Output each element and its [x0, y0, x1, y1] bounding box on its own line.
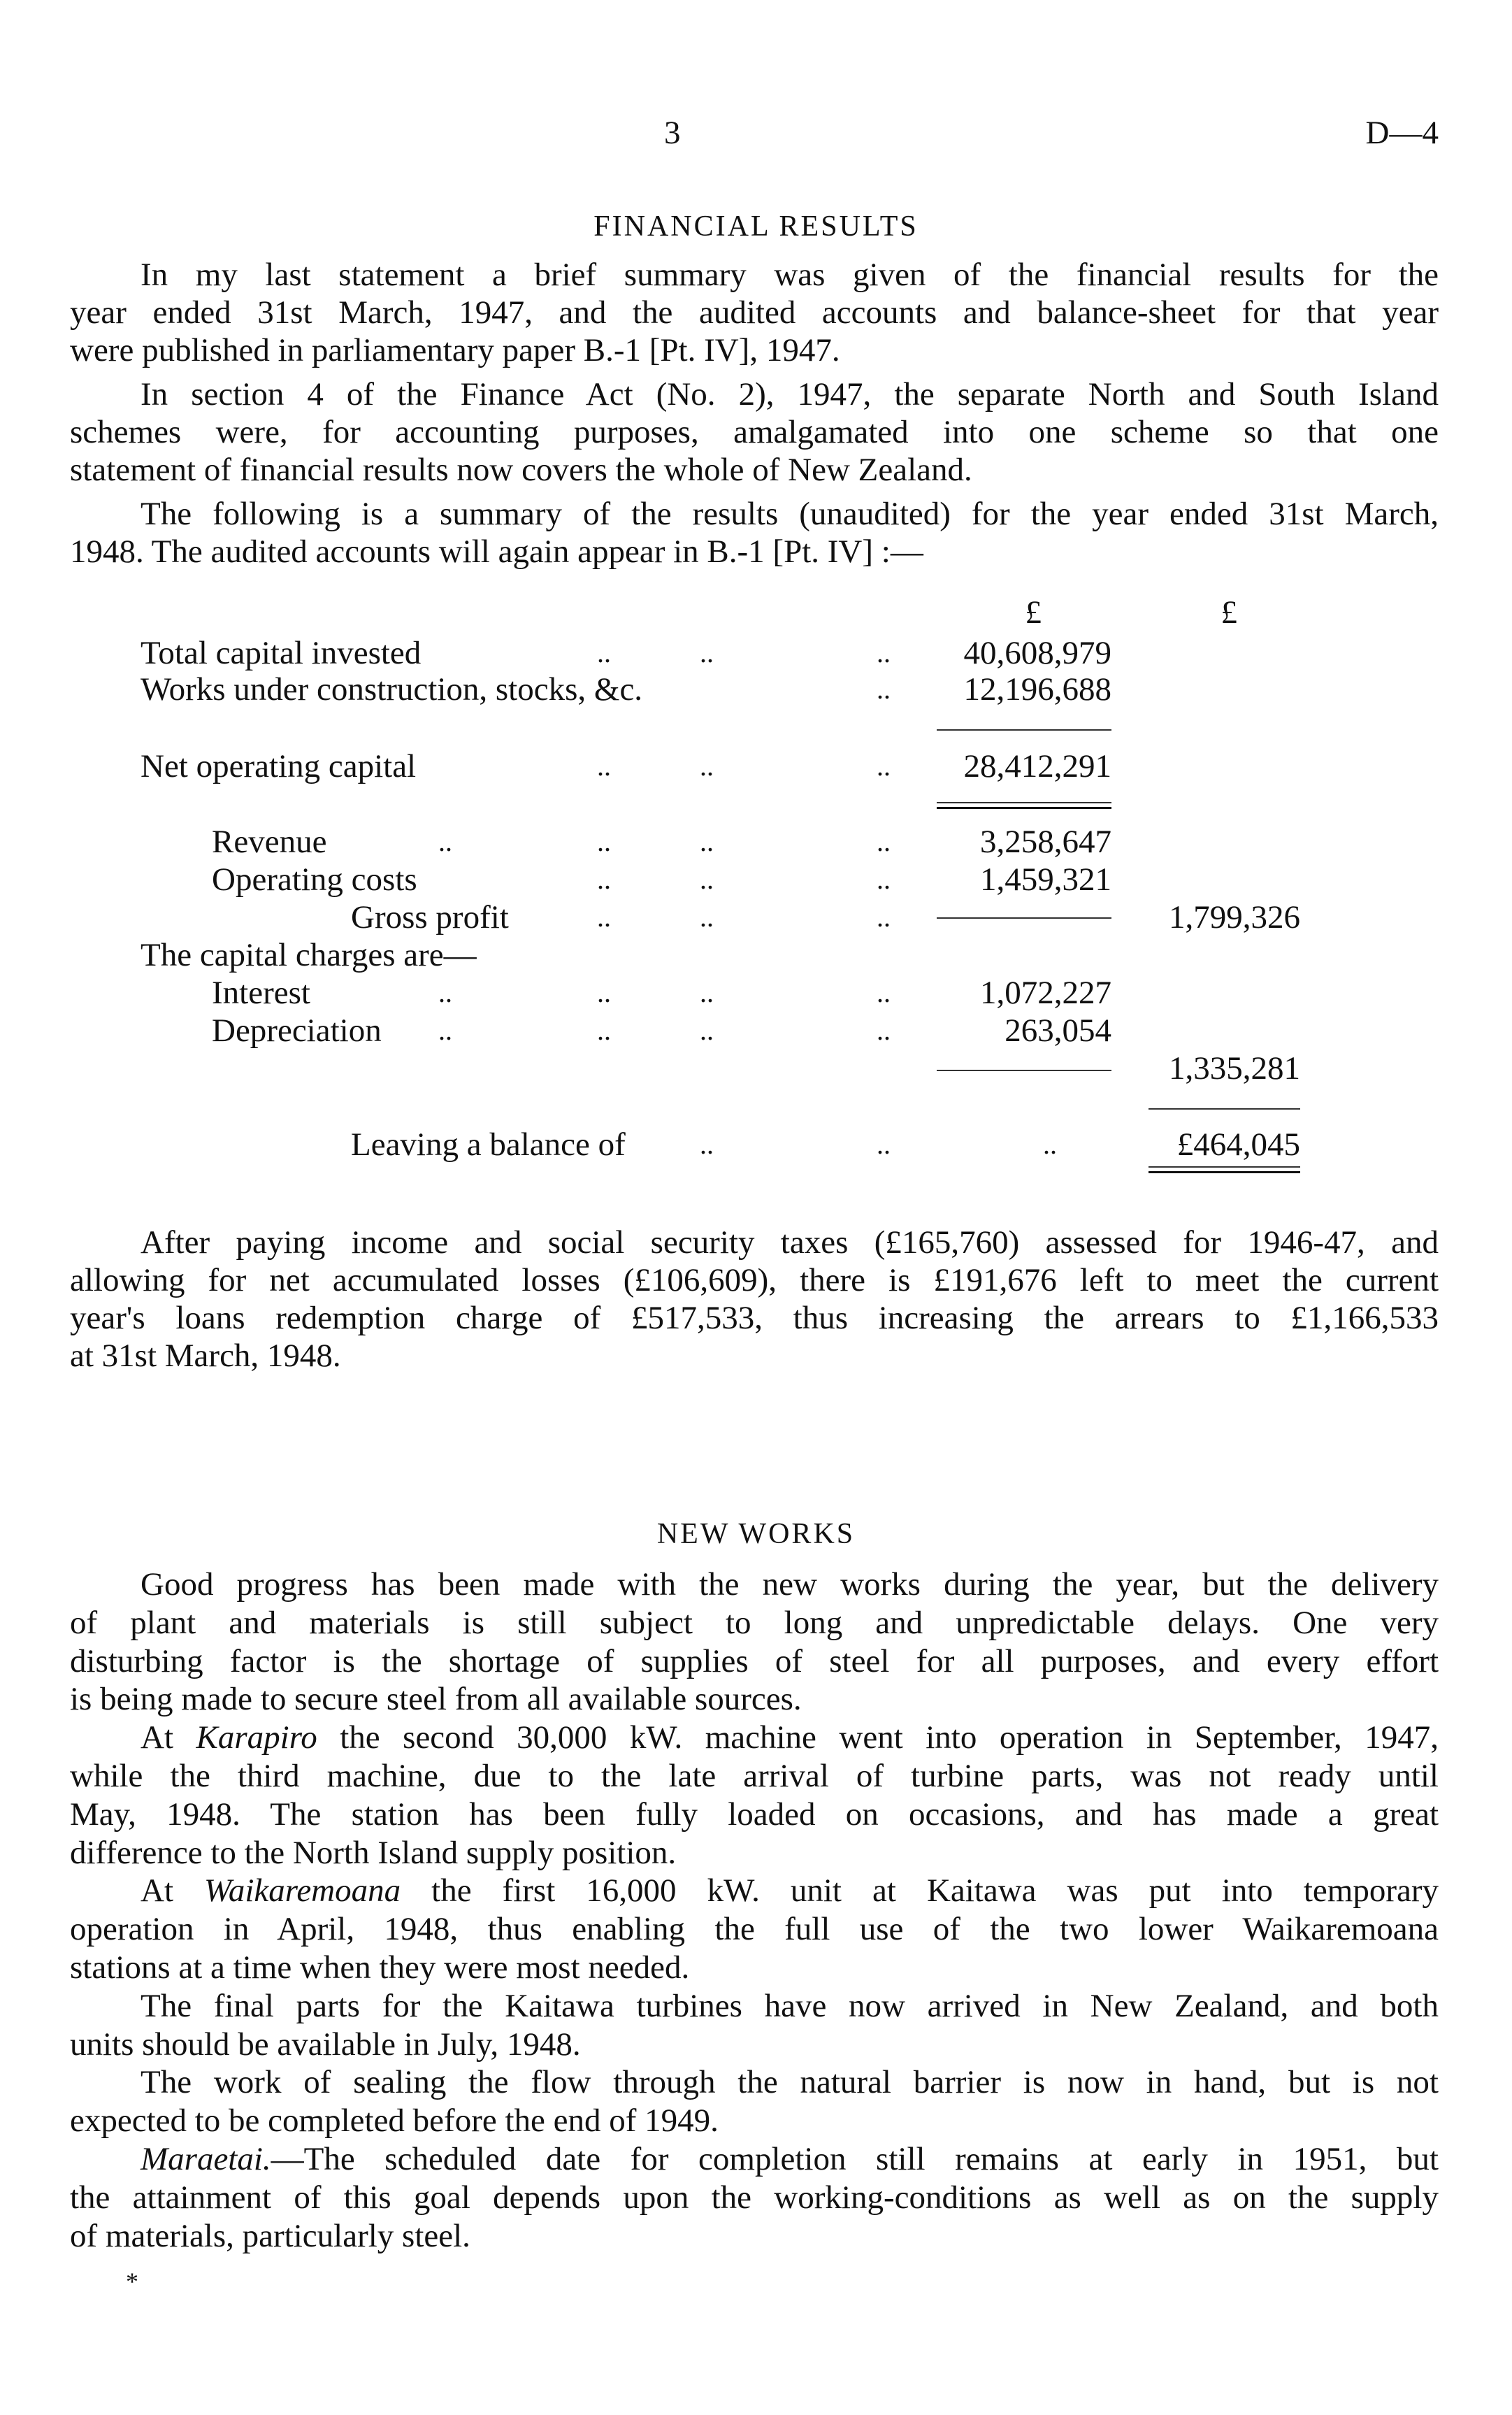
- row-label: Gross profit: [351, 899, 509, 936]
- value-col1: 28,412,291: [963, 748, 1111, 784]
- value-col1: 12,196,688: [963, 671, 1111, 708]
- leader-dots: ..: [700, 826, 714, 857]
- paragraph-line: is being made to secure steel from all available sources.: [70, 1681, 802, 1717]
- value-col1: 263,054: [1005, 1012, 1111, 1049]
- paragraph-line: stations at a time when they were most needed.: [70, 1949, 690, 1986]
- leader-dots: ..: [877, 637, 891, 668]
- leader-dots: ..: [597, 637, 611, 668]
- line-text: the first 16,000 kW. unit at Kaitawa was put into temporary: [401, 1872, 1439, 1909]
- paragraph-line: [141, 1719, 1439, 1756]
- row-label: Interest: [212, 975, 310, 1011]
- paragraph-line: of plant and materials is still subject to long and unpredictable delays. One very: [70, 1605, 1439, 1641]
- paragraph-line: 1948. The audited accounts will again appear in B.-1 [Pt. IV] :—: [70, 533, 923, 570]
- row-label: The capital charges are—: [141, 937, 477, 973]
- paragraph-line: In section 4 of the Finance Act (No. 2), 1947, the separate North and South Island: [141, 376, 1439, 413]
- paragraph-line: The following is a summary of the results (unaudited) for the year ended 31st March,: [141, 496, 1439, 532]
- section-title-new-works: NEW WORKS: [656, 1518, 856, 1550]
- leader-dots: ..: [877, 1128, 891, 1160]
- value-col1: 3,258,647: [980, 824, 1111, 860]
- leader-dots: ..: [700, 637, 714, 668]
- paragraph-line: while the third machine, due to the late arrival of turbine parts, was not ready until: [70, 1758, 1439, 1794]
- paragraph-line: year's loans redemption charge of £517,533, thus increasing the arrears to £1,166,533: [70, 1300, 1439, 1336]
- double-rule: [1149, 1166, 1300, 1173]
- paragraph-line: the attainment of this goal depends upon the working-conditions as well as on the supply: [70, 2179, 1439, 2216]
- leader-dots: ..: [597, 901, 611, 933]
- leader-dots: ..: [438, 826, 452, 857]
- value-col2: £464,045: [1176, 1126, 1300, 1163]
- leader-dots: ..: [877, 673, 891, 705]
- paragraph-line: disturbing factor is the shortage of supplies of steel for all purposes, and every effort: [70, 1643, 1439, 1679]
- page-number: 3: [664, 115, 681, 151]
- row-label: Operating costs: [212, 861, 417, 898]
- paragraph-line: at 31st March, 1948.: [70, 1338, 341, 1374]
- subtotal-rule: [937, 1070, 1111, 1071]
- leader-dots: ..: [597, 826, 611, 857]
- paragraph-line: of materials, particularly steel.: [70, 2218, 470, 2254]
- leader-dots: ..: [597, 977, 611, 1008]
- value-col1: 1,072,227: [980, 975, 1111, 1011]
- lead-text: At: [141, 1719, 196, 1756]
- line-text: the second 30,000 kW. machine went into operation in September, 1947,: [317, 1719, 1439, 1756]
- paragraph-line: May, 1948. The station has been fully loaded on occasions, and has made a great: [70, 1796, 1439, 1833]
- subtotal-rule: [937, 917, 1111, 919]
- paragraph-line: were published in parliamentary paper B.-1 [Pt. IV], 1947.: [70, 332, 840, 368]
- leader-dots: ..: [700, 977, 714, 1008]
- value-col1: 1,459,321: [980, 861, 1111, 898]
- paragraph-line: [141, 1872, 1439, 1909]
- paragraph-line: schemes were, for accounting purposes, amalgamated into one scheme so that one: [70, 414, 1439, 450]
- leader-dots: ..: [438, 977, 452, 1008]
- leader-dots: ..: [597, 1015, 611, 1046]
- paragraph-line: allowing for net accumulated losses (£106,609), there is £191,676 left to meet the current: [70, 1262, 1439, 1298]
- value-col2: 1,335,281: [1169, 1050, 1300, 1087]
- paragraph-line: units should be available in July, 1948.: [70, 2026, 581, 2063]
- leader-dots: ..: [597, 750, 611, 782]
- paragraph-line: Good progress has been made with the new works during the year, but the delivery: [141, 1566, 1439, 1603]
- double-rule: [937, 802, 1111, 809]
- subtotal-rule: [937, 729, 1111, 731]
- line-text: —The scheduled date for completion still remains at early in 1951, but: [271, 2141, 1439, 2177]
- lead-text: At: [141, 1872, 205, 1909]
- row-label: Depreciation: [212, 1012, 382, 1049]
- paragraph-line: difference to the North Island supply position.: [70, 1835, 677, 1871]
- leader-dots: ..: [877, 977, 891, 1008]
- paragraph-line: The work of sealing the flow through the natural barrier is now in hand, but is not: [141, 2064, 1439, 2100]
- row-label: Revenue: [212, 824, 327, 860]
- subtotal-rule: [1149, 1108, 1300, 1110]
- leader-dots: ..: [700, 1015, 714, 1046]
- footer-asterisk: *: [126, 2267, 138, 2295]
- currency-header-col2: £: [1221, 594, 1237, 631]
- leader-dots: ..: [877, 750, 891, 782]
- paragraph-line: After paying income and social security taxes (£165,760) assessed for 1946-47, and: [141, 1224, 1439, 1261]
- leader-dots: ..: [700, 750, 714, 782]
- paragraph-line: year ended 31st March, 1947, and the audited accounts and balance-sheet for that year: [70, 294, 1439, 331]
- leader-dots: ..: [877, 863, 891, 895]
- italic-place-name: Maraetai.: [141, 2141, 271, 2177]
- paragraph-line: operation in April, 1948, thus enabling the full use of the two lower Waikaremoana: [70, 1911, 1439, 1947]
- leader-dots: ..: [700, 1128, 714, 1160]
- section-title-financial-results: FINANCIAL RESULTS: [593, 210, 919, 243]
- value-col2: 1,799,326: [1169, 899, 1300, 936]
- italic-place-name: Waikaremoana: [204, 1872, 401, 1909]
- leader-dots: ..: [877, 901, 891, 933]
- paragraph-line: expected to be completed before the end of 1949.: [70, 2102, 719, 2139]
- paragraph-line: statement of financial results now covers the whole of New Zealand.: [70, 452, 972, 488]
- row-label: Leaving a balance of: [351, 1126, 626, 1163]
- leader-dots: ..: [700, 901, 714, 933]
- leader-dots: ..: [877, 826, 891, 857]
- document-reference: D—4: [1365, 115, 1439, 151]
- leader-dots: ..: [877, 1015, 891, 1046]
- leader-dots: ..: [1043, 1128, 1057, 1160]
- paragraph-line: In my last statement a brief summary was given of the financial results for the: [141, 257, 1439, 293]
- leader-dots: ..: [700, 863, 714, 895]
- row-label: Works under construction, stocks, &c.: [141, 671, 643, 708]
- paragraph-line: The final parts for the Kaitawa turbines have now arrived in New Zealand, and both: [141, 1988, 1439, 2024]
- italic-place-name: Karapiro: [196, 1719, 317, 1756]
- leader-dots: ..: [438, 1015, 452, 1046]
- leader-dots: ..: [597, 863, 611, 895]
- value-col1: 40,608,979: [963, 635, 1111, 671]
- row-label: Total capital invested: [141, 635, 422, 671]
- row-label: Net operating capital: [141, 748, 417, 784]
- currency-header-col1: £: [1025, 594, 1042, 631]
- paragraph-line: [141, 2140, 1439, 2178]
